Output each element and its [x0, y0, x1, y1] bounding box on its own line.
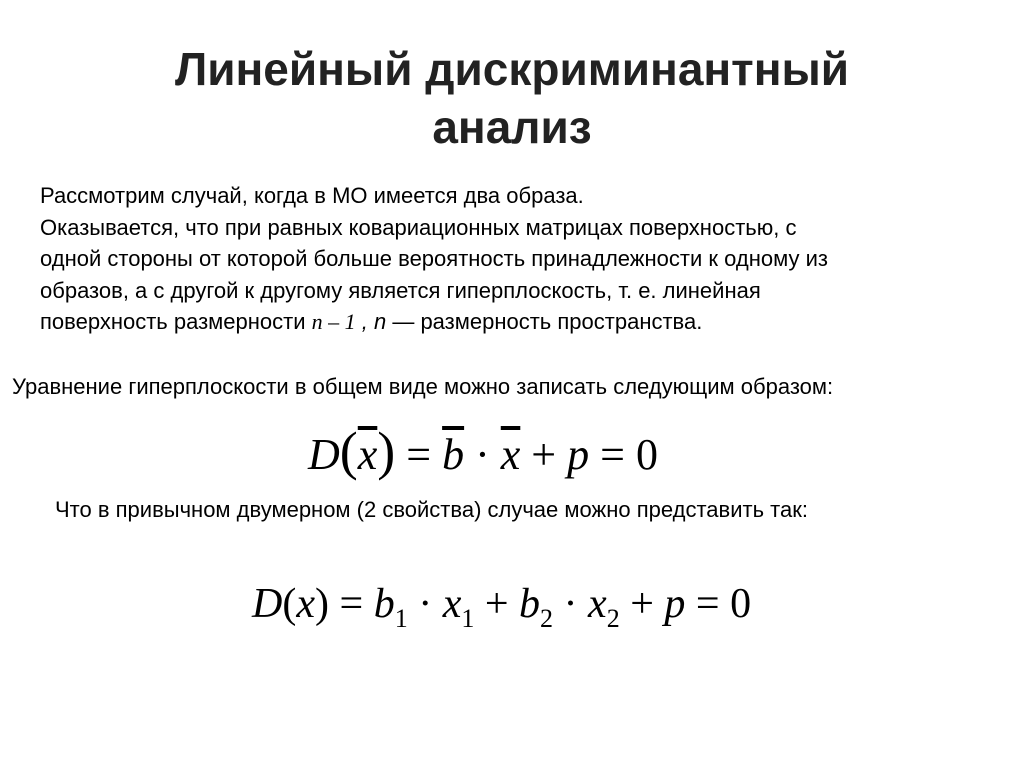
eq2-D: D	[252, 581, 283, 627]
title-line-1: Линейный дискриминантный	[174, 43, 850, 95]
equation2-intro: Что в привычном двумерном (2 свойства) случае можно представить так:	[55, 497, 808, 522]
eq2-dot-1: ·	[418, 581, 433, 627]
eq2-b2: b	[519, 581, 541, 627]
eq2-x2: x	[588, 581, 607, 627]
paragraph-line-5	[40, 306, 1000, 338]
dimension-formula-text: n – 1	[311, 309, 356, 334]
eq2-rparen: )	[315, 581, 329, 627]
paragraph-line-1: Рассмотрим случай, когда в МО имеется два образа.	[40, 183, 584, 208]
eq1-D: D	[308, 430, 340, 479]
eq2-x1: x	[442, 581, 462, 627]
paragraph-line-5-suffix: — размерность пространства.	[386, 309, 703, 334]
eq2-x: x	[296, 581, 315, 627]
eq2-plus-2: +	[630, 581, 654, 627]
eq2-lparen: (	[282, 581, 297, 627]
paragraph-line-4: образов, а с другой к другому является гиперплоскость, т. е. линейная	[40, 277, 761, 303]
eq2-b1: b	[373, 581, 395, 627]
paragraph-line-2: Оказывается, что при равных ковариационных матрицах поверхностью, с	[40, 214, 797, 240]
paragraph-line-3: одной стороны от которой больше вероятность принадлежности к одному из	[40, 246, 828, 271]
eq2-equals: =	[339, 581, 364, 627]
eq1-x-vector-2: $\overline{x}$	[500, 430, 521, 479]
eq1-x-vector: $\overline{x}$	[357, 430, 378, 479]
eq2-x1-subscript: 1	[461, 604, 475, 633]
dimension-formula	[312, 309, 356, 334]
paragraph-line-5-comma: ,	[355, 309, 374, 334]
eq2-plus-1: +	[484, 581, 509, 627]
hyperplane-equation	[308, 420, 658, 482]
eq2-p: p	[664, 581, 686, 627]
eq1-b-vector: $\overline{b}$	[442, 430, 465, 479]
intro-paragraph	[40, 180, 1000, 338]
eq1-p: p	[567, 430, 590, 479]
eq1-lparen: (	[339, 421, 358, 481]
eq1-equals-2: =	[600, 430, 625, 479]
eq1-zero: 0	[635, 430, 658, 479]
eq2-b1-subscript: 1	[394, 604, 408, 633]
equation-intro: Уравнение гиперплоскости в общем виде можно записать следующим образом:	[12, 374, 834, 399]
eq1-equals: =	[406, 430, 432, 479]
eq2-equals-2: =	[695, 581, 720, 627]
eq1-dot: ·	[475, 430, 490, 479]
eq2-x2-subscript: 2	[606, 604, 620, 633]
slide-title	[0, 40, 1024, 156]
paragraph-line-5-n: n	[373, 309, 387, 334]
eq1-rparen: )	[377, 421, 396, 481]
title-line-2: анализ	[432, 101, 592, 153]
eq2-b2-subscript: 2	[540, 604, 554, 633]
eq2-dot-2: ·	[563, 581, 578, 627]
two-dimensional-equation	[252, 580, 751, 634]
eq2-zero: 0	[730, 581, 752, 627]
paragraph-line-5-prefix: поверхность размерности	[40, 309, 312, 334]
eq1-plus: +	[531, 430, 557, 479]
